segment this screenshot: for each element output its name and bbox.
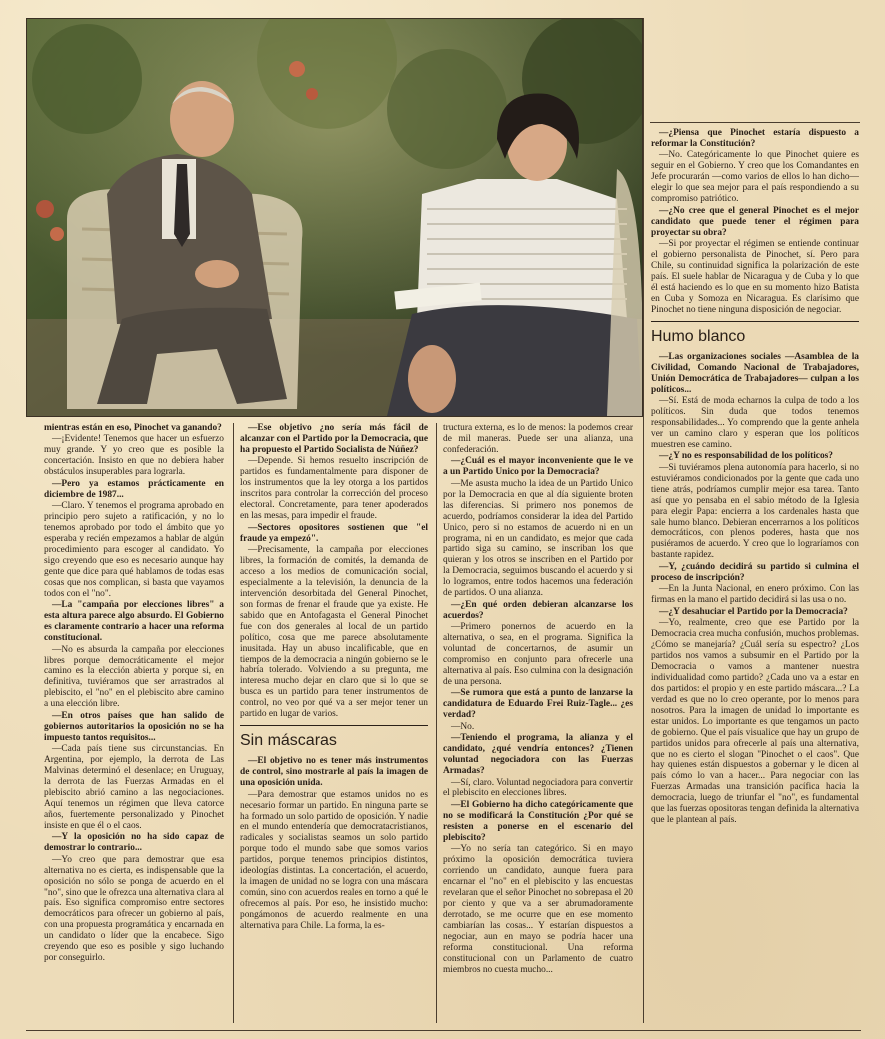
- interview-answer: —Primero ponernos de acuerdo en la alternativa, o sea, en el programa. Significa la voluntad de concertarnos, de asumir un compromiso en conjunto para ofrecerle una alternativa al país. Eso culmina con la designación de una persona.: [443, 622, 633, 687]
- interview-question: —¿En qué orden debieran alcanzarse los acuerdos?: [443, 599, 633, 621]
- interview-question: —Teniendo el programa, la alianza y el candidato, ¿qué vendría entonces? ¿Tienen voluntad negociadora con las Fuerzas Armadas?: [443, 733, 633, 777]
- interview-answer: —Si tuviéramos plena autonomía para hacerlo, si no estuviéramos condicionados por la gente que cada uno tiene atrás, podríamos cumplir mejor esa tarea. Tanto así que yo pensaba en el sabio método de la Iglesia para elegir Papa: encierra a los cardenales hasta que sale humo blanco. Debieran encerrarnos a los políticos democráticos, con plenos poderes, hasta que nos pusiéramos de acuerdo. Y creo que lo lograríamos con bastante rapidez.: [651, 462, 859, 561]
- interview-question: —Y la oposición no ha sido capaz de demostrar lo contrario...: [44, 832, 224, 854]
- column-top-rule: [650, 122, 860, 123]
- interview-answer: —Claro. Y tenemos el programa aprobado en principio pero sujeto a ratificación, y no lo tenemos aprobado por todo el ámbito que yo esperaba y recién empezamos a hablar de algún procedimiento para escoger al candidato. Yo sigo creyendo que eso es necesario aunque hay gente que dice para qué hablamos de todas esas cosas que nos complican, si basta que vayamos todos con el "no".: [44, 501, 224, 599]
- interview-answer: —Yo no sería tan categórico. Si en mayo próximo la oposición democrática tuviera corriendo un candidato, aunque fuera para encarnar el "no" en el plebiscito y las encuestas revelaran que el señor Pinochet no sobrepasa el 20 por ciento y que va a ser abrumadoramente derrotado, se me ocurre que en ese momento cambiarían las cosas... Y estarían dispuestos a negociar, aun en mayo se podría hacer una reforma constitucional. Una reforma constitucional con un Parlamento de cuatro miembros no cuesta mucho...: [443, 844, 633, 975]
- article-column-4: [651, 128, 859, 1023]
- interview-answer: —¡Evidente! Tenemos que hacer un esfuerzo muy grande. Y yo creo que es posible la concertación. Insisto en que no debiera haber obstáculos insuperables para lograrla.: [44, 434, 224, 478]
- interview-question: —El Gobierno ha dicho categóricamente que no se modificará la Constitución ¿Por qué se resisten a ponerse en el escenario del plebiscito?: [443, 799, 633, 843]
- interview-answer: —Precisamente, la campaña por elecciones libres, la formación de comités, la demanda de acceso a los medios de comunicación social, especialmente a la televisión, la denuncia de la intervención desorbitada del General Pinochet, son formas de frenar el fraude que ya existe. He sabido que en Antofagasta el General Pinochet fue con dos generales al local de un partido político, cosa que me parece absolutamente inusitada. Hay un abuso incalificable, que en tiempos de la democracia a ningún gobierno se le habría tolerado. Volviendo a su pregunta, me interesa mucho dejar en claro que si lo que se busca es un partido para tener instrumentos de control, no veo por qué va a ser mejor tener un partido en lugar de varios.: [240, 544, 428, 720]
- interview-answer: —Sí. Está de moda echarnos la culpa de todo a los políticos. Sin duda que todos tenemos responsabilidades... Yo comprendo que la gente anhela ver un camino claro y esperan que los políticos muestren ese camino.: [651, 396, 859, 450]
- interview-answer: —No es absurda la campaña por elecciones libres porque democráticamente el mejor camino es la elección abierta y porque si, en definitiva, tuviéramos que ser arrastrados al plebiscito, el "no" en el plebiscito abre camino a una elección libre.: [44, 644, 224, 710]
- column-divider: [233, 423, 234, 1023]
- interview-answer: —Yo, realmente, creo que ese Partido por la Democracia crea mucha confusión, muchos problemas. ¿Cómo se manejaría? ¿Cuál sería su espectro? ¿Los partidos nos vamos a subsumir en el Partido por la Democracia o vamos a mantener nuestra individualidad como partido? ¿Cada uno va a estar en dos partidos: el propio y en este partido máscara...? La verdad es que no lo creo operante, por lo menos para nosotros. Para la imagen de unidad lo importante es estar unidos. Lo importante es que tengamos un pacto de gobierno. Que el país visualice que hay un grupo de partidos unidos para ofrecerle al país una alternativa, que no es cierto el slogan "Pinochet o el caos". Que hay quienes están dispuestos a gobernar y le dicen al país cómo lo van a hacer... Para negociar con las Fuerzas Armadas una transición pacífica hacia la democracia, luego de triunfar el "no", es fundamental que las fuerzas opositoras tengan definida la alternativa que le plantean al país.: [651, 618, 859, 826]
- interview-question: —¿Cuál es el mayor inconveniente que le ve a un Partido Unico por la Democracia?: [443, 456, 633, 478]
- interview-answer: —No. Categóricamente lo que Pinochet quiere es seguir en el Gobierno. Y creo que los Comandantes en Jefe procurarán —como varios de ellos lo han dicho— elegir lo que sea mejor para el país respondiendo a su compromiso patriótico.: [651, 150, 859, 205]
- interview-answer: tructura externa, es lo de menos: la podemos crear de mil maneras. Puede ser una alianza, una confederación.: [443, 423, 633, 455]
- column-divider: [643, 18, 644, 1023]
- interview-answer: —Si por proyectar el régimen se entiende continuar el gobierno personalista de Pinochet, sí. Pero para Chile, su continuidad significa la polarización de este país. El suele hablar de Nicaragua y de Cuba y lo que él está haciendo es lo que en su momento hizo Batista en Cuba y Somoza en Nicaragua. Es clarísimo que Pinochet no tiene ninguna disposición de negociar.: [651, 239, 859, 315]
- interview-answer: —No.: [451, 721, 475, 732]
- interview-question: —¿Y no es responsabilidad de los políticos?: [659, 451, 833, 462]
- interview-photo: [26, 18, 643, 417]
- interview-question: —Pero ya estamos prácticamente en diciembre de 1987...: [44, 478, 224, 500]
- column-divider: [436, 423, 437, 1023]
- section-heading: Humo blanco: [651, 321, 859, 346]
- interview-answer: —Cada país tiene sus circunstancias. En Argentina, por ejemplo, la derrota de Las Malvinas determinó el desenlace; en Uruguay, la derrota de las Fuerzas Armadas en el plebiscito abrió camino a las negociaciones. Aquí tenemos un régimen que lleva catorce años, fuertemente personalizado y Pinochet insiste en que él o el caos.: [44, 744, 224, 831]
- interview-answer: —Me asusta mucho la idea de un Partido Unico por la Democracia en que al día siguiente broten las diferencias. Si primero nos ponemos de acuerdo, podríamos considerar la idea del Partido Unico, pero si no estamos de acuerdo ni en un programa, ni en un candidato, es mejor que cada partido siga su camino, se inscriban los que quieran y los otros se inscriben en el Partido por la Democracia, seguimos buscando el acuerdo y si lo logramos, entre todos hacemos una federación de partidos. O una alianza.: [443, 478, 633, 599]
- interview-question: —Se rumora que está a punto de lanzarse la candidatura de Eduardo Frei Ruiz-Tagle... ¿es verdad?: [443, 688, 633, 721]
- interview-answer: —Depende. Si hemos resuelto inscripción de partidos es fundamentalmente para disponer de los instrumentos que la ley otorga a los partidos inscritos para controlar la corrección del proceso electoral. Concretamente, para tener apoderados en las mesas, para impedir el fraude.: [240, 456, 428, 522]
- interview-answer: —En la Junta Nacional, en enero próximo. Con las firmas en la mano el partido decidirá si las usa o no.: [651, 584, 859, 606]
- interview-question: mientras están en eso, Pinochet va ganando?: [44, 423, 222, 433]
- interview-question: —El objetivo no es tener más instrumentos de control, sino mostrarle al país la imagen de una oposición unida.: [240, 756, 428, 789]
- interview-question: —En otros países que han salido de gobiernos autoritarios la oposición no se ha impuesto tantos requisitos...: [44, 710, 224, 743]
- interview-question: —La "campaña por elecciones libres" a esta altura parece algo absurdo. El Gobierno es claramente contrario a hacer una reforma constitucional.: [44, 600, 224, 644]
- interview-answer: —Sí, claro. Voluntad negociadora para convertir el plebiscito en elecciones libres.: [443, 777, 633, 799]
- interview-question: —¿Y desahuciar el Partido por la Democracia?: [659, 606, 848, 617]
- section-heading: Sin máscaras: [240, 725, 428, 750]
- interview-question: —¿Piensa que Pinochet estaría dispuesto a reformar la Constitución?: [651, 128, 859, 149]
- interview-question: —¿No cree que el general Pinochet es el mejor candidato que puede tener el régimen para proyectar su obra?: [651, 205, 859, 238]
- article-column-3: [443, 423, 633, 1023]
- interview-answer: —Yo creo que para demostrar que esa alternativa no es cierta, es indispensable que la oposición no sólo se ponga de acuerdo en el "no", sino que le ofrezca una alternativa clara al país. Eso significa compromiso entre sectores democráticos para ofrecer un gobierno al país, con una propuesta programática y encarnada en un candidato o líder que la encabece. Sigo creyendo que eso es posible y sigo luchando por conseguirlo.: [44, 854, 224, 964]
- article-column-2: [240, 423, 428, 1023]
- interview-question: —Y, ¿cuándo decidirá su partido si culmina el proceso de inscripción?: [651, 561, 859, 583]
- article-column-1: [44, 423, 224, 1023]
- interview-answer: —Para demostrar que estamos unidos no es necesario formar un partido. En ninguna parte se ha formado un solo partido de oposición. Y nadie en el mundo entendería que democratacristianos, radicales y socialistas seamos un solo partido porque todo el mundo sabe que somos varios partidos, porque tenemos principios distintos, ideologías distintas. La concertación, el acuerdo, la imagen de unidad no se logra con una máscara común, sino con acuerdos reales en torno a qué le ofrecemos al país. Por eso, he insistido mucho: pongámonos de acuerdo realmente en una alternativa para Chile. La forma, la es-: [240, 789, 428, 932]
- interview-question: —Sectores opositores sostienen que "el fraude ya empezó".: [240, 522, 428, 544]
- page-bottom-rule: [26, 1030, 861, 1031]
- interview-question: —Ese objetivo ¿no sería más fácil de alcanzar con el Partido por la Democracia, que ha propuesto el Partido Socialista de Núñez?: [240, 423, 428, 455]
- interview-photo-graphic: [27, 19, 642, 416]
- interview-question: —Las organizaciones sociales —Asamblea de la Civilidad, Comando Nacional de Trabajadores, Unión Democrática de Trabajadores— culpan a los políticos...: [651, 351, 859, 395]
